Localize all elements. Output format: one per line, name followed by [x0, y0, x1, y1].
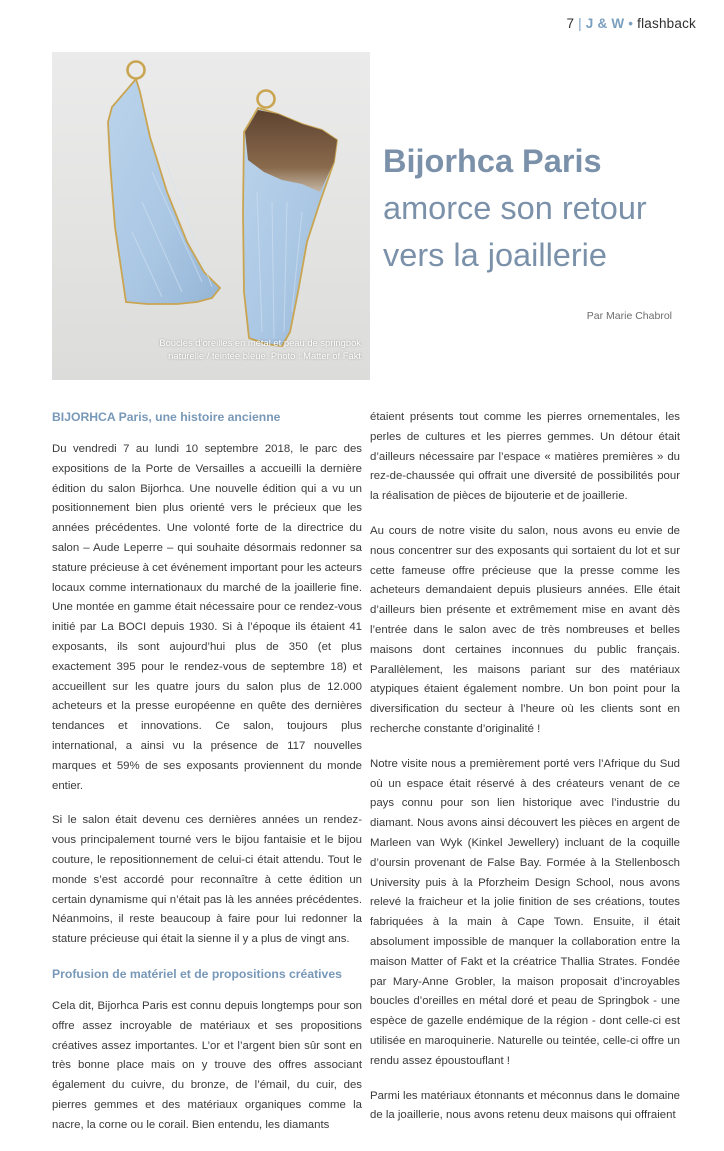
paragraph-3: Cela dit, Bijorhca Paris est connu depuis longtemps pour son offre assez incroyable de matériaux et ses propositions créatives assez importantes. L’or et l’argent bien sûr sont en très bonne place mais on y trouve des offres associant également du cuivre, du bronze, de l’émail, du cuir, des pierres gemmes et des matériaux organiques comme la nacre, la corne ou le corail. Bien entendu, les diamants — [52, 999, 362, 1131]
left-earring — [108, 62, 220, 305]
magazine-name: J & W — [585, 16, 625, 31]
title-line-1: Bijorhca Paris — [383, 143, 602, 179]
paragraph-7: Parmi les matériaux étonnants et méconnus dans le domaine de la joaillerie, nous avons retenu deux maisons qui offraient — [370, 1089, 680, 1122]
article-title — [383, 138, 703, 279]
header-bullet: • — [628, 16, 634, 31]
paragraph-1: Du vendredi 7 au lundi 10 septembre 2018, le parc des expositions de la Porte de Versailles a accueilli la dernière édition du salon Bijorhca. Une nouvelle édition qui a vu un positionnement bien plus orienté vers le précieux que les années précédentes. Une volonté forte de la directrice du salon – Aude Leperre – qui souhaite désormais redonner sa stature précieuse à cet événement important pour les acteurs locaux comme internationaux du marché de la joaillerie fine. Une montée en gamme était nécessaire pour ce rendez-vous initié par La BOCI depuis 1930. Si à l’époque ils étaient 41 exposants, ils sont aujourd’hui plus de 350 (et plus exactement 395 pour le rendez-vous de septembre 18) et accueillent sur les quatre jours du salon plus de 12.000 acheteurs et la presse européenne en quête des dernières tendances et innovations. Ce salon, toujours plus international, a ainsi vu la présence de 117 nouvelles marques et 59% de ses exposants proviennent du monde entier. — [52, 443, 362, 792]
article-author: Par Marie Chabrol — [586, 310, 672, 322]
left-earring-fur — [108, 79, 220, 304]
right-earring-ring — [258, 91, 275, 108]
section-name: flashback — [637, 16, 696, 31]
page-number: 7 — [566, 16, 575, 31]
title-line-2: amorce son retour — [383, 190, 647, 226]
column-left — [52, 408, 362, 1151]
paragraph-6: Notre visite nous a premièrement porté vers l’Afrique du Sud où un espace était réservé à des créateurs venant de ce pays connu pour son lien historique avec l’industrie du diamant. Nous avons ainsi découvert les pièces en argent de Marleen van Wyk (Kinkel Jewellery) incluant de la coquille d’oursin provenant de False Bay. Formée à la Stellenbosch University puis à la Pforzheim Design School, nous avons relevé la fraicheur et la jolie finition de ses créations, toutes fabriquées à la main à Cape Town. Ensuite, il était absolument impossible de manquer la collaboration entre la maison Matter of Fakt et la créatrice Thallia Strates. Fondée par Mary-Anne Grobler, la maison proposait d’incroyables boucles d’oreilles en métal doré et peau de Springbok - une espèce de gazelle endémique de la région - dont celle-ci est utilisée en maroquinerie. Naturelle ou teintée, celle-ci offre un rendu assez époustouflant ! — [370, 757, 680, 1067]
right-earring — [243, 91, 337, 347]
section-heading-materials: Profusion de matériel et de propositions créatives — [52, 966, 342, 981]
paragraph-2: Si le salon était devenu ces dernières années un rendez-vous principalement tourné vers le bijou fantaisie et le bijou couture, le repositionnement de celui-ci était attendu. Tout le monde s’est accordé pour reconnaître à cette édition un certain dynamisme qui n’était pas là les années précédentes. Néanmoins, il reste beaucoup à faire pour lui redonner la stature précieuse qui était la sienne il y a plus de vingt ans. — [52, 814, 362, 946]
earrings-illustration — [52, 52, 370, 380]
paragraph-5: Au cours de notre visite du salon, nous avons eu envie de nous concentrer sur des exposants qui sortaient du lot et sur cette fameuse offre précieuse que la presse comme les acheteurs demandaient depuis plusieurs années. Elle était d’ailleurs bien présente et extrêmement mise en avant dès l’entrée dans le salon avec de très nombreuses et belles maisons dont certaines inconnues du public français. Parallèlement, les maisons pariant sur des matériaux atypiques étaient également nombre. Un bon point pour la diversification du secteur à l’heure où les clients sont en recherche constante d’originalité ! — [370, 524, 680, 735]
header-separator: | — [578, 16, 582, 31]
left-earring-ring — [128, 62, 145, 79]
section-heading-history: BIJORHCA Paris, une histoire ancienne — [52, 410, 281, 424]
photo-caption: Boucles d’oreilles en métal et peau de springbok naturelle / teintée bleue. Photo : Matter of Fakt — [159, 337, 361, 361]
column-right — [370, 408, 680, 1141]
earrings-photo — [52, 52, 370, 380]
title-line-3: vers la joaillerie — [383, 237, 607, 273]
page-header — [566, 16, 696, 31]
paragraph-4: étaient présents tout comme les pierres ornementales, les perles de cultures et les pierres gemmes. Un détour était d’ailleurs nécessaire par l’espace « matières premières » du rez-de-chaussée qui offrait une diversité de possibilités pour la réalisation de pièces de bijouterie et de joaillerie. — [370, 411, 680, 503]
